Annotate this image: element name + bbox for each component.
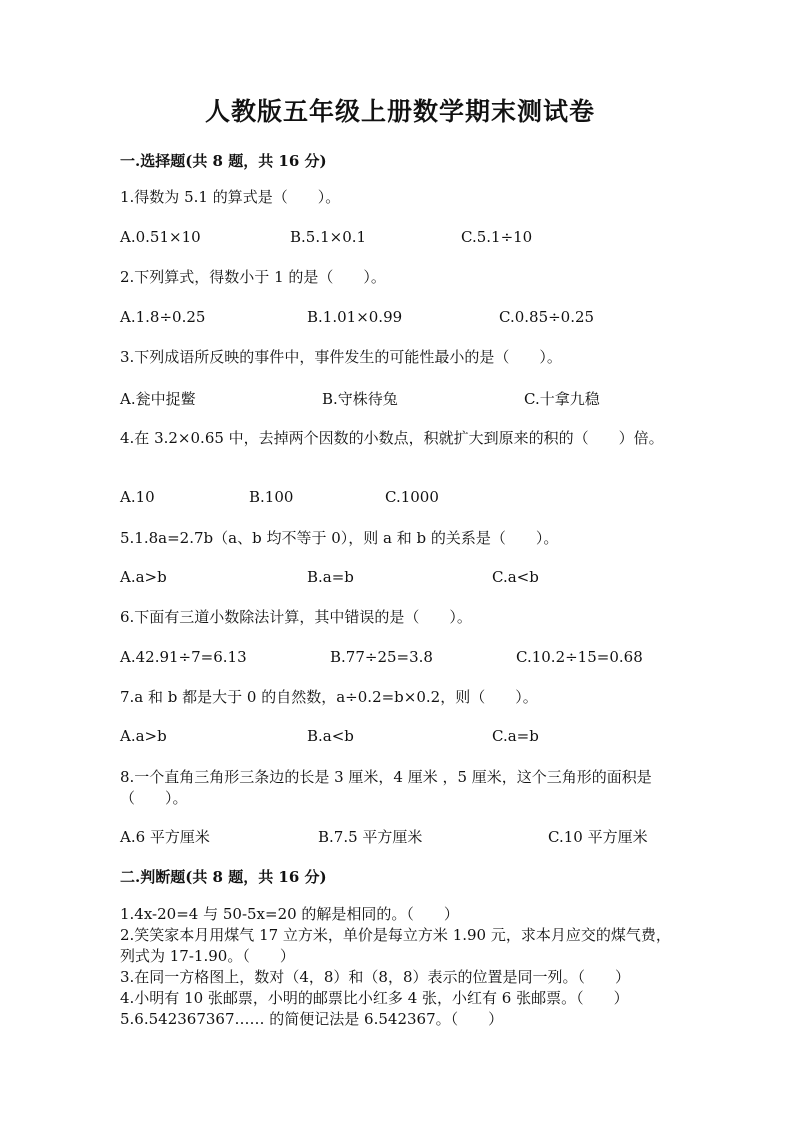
option-5a: A.a>b bbox=[120, 568, 167, 586]
option-1a: A.0.51×10 bbox=[120, 228, 201, 246]
option-5b: B.a=b bbox=[307, 568, 354, 586]
option-1c: C.5.1÷10 bbox=[461, 228, 533, 246]
question-7: 7.a 和 b 都是大于 0 的自然数，a÷0.2=b×0.2，则（ ）。 bbox=[120, 688, 538, 706]
option-2b: B.1.01×0.99 bbox=[307, 308, 403, 326]
judgement-item-5: 5.6.542367367…… 的简便记法是 6.542367。（ ） bbox=[120, 1010, 504, 1028]
section-heading-judgement: 二.判断题(共 8 题，共 16 分) bbox=[120, 868, 327, 886]
option-8b: B.7.5 平方厘米 bbox=[318, 828, 423, 846]
option-1b: B.5.1×0.1 bbox=[290, 228, 367, 246]
option-7c: C.a=b bbox=[492, 727, 539, 745]
option-4a: A.10 bbox=[120, 488, 155, 506]
option-4b: B.100 bbox=[249, 488, 294, 506]
option-3c: C.十拿九稳 bbox=[524, 390, 600, 408]
question-3: 3.下列成语所反映的事件中，事件发生的可能性最小的是（ ）。 bbox=[120, 348, 562, 366]
option-4c: C.1000 bbox=[385, 488, 439, 506]
question-4: 4.在 3.2×0.65 中，去掉两个因数的小数点，积就扩大到原来的积的（ ）倍。 bbox=[120, 429, 664, 447]
option-5c: C.a<b bbox=[492, 568, 539, 586]
option-3b: B.守株待兔 bbox=[322, 390, 398, 408]
question-2: 2.下列算式，得数小于 1 的是（ ）。 bbox=[120, 268, 386, 286]
option-8c: C.10 平方厘米 bbox=[548, 828, 648, 846]
page-title: 人教版五年级上册数学期末测试卷 bbox=[204, 97, 595, 126]
option-8a: A.6 平方厘米 bbox=[120, 828, 210, 846]
question-1: 1.得数为 5.1 的算式是（ ）。 bbox=[120, 188, 341, 206]
judgement-item-2: 2.笑笑家本月用煤气 17 立方米，单价是每立方米 1.90 元，求本月应交的煤气费，列式为 17-1.90。（ ） bbox=[120, 926, 671, 965]
option-7b: B.a<b bbox=[307, 727, 354, 745]
option-6c: C.10.2÷15=0.68 bbox=[516, 648, 643, 666]
question-8: 8.一个直角三角形三条边的长是 3 厘米，4 厘米 ，5 厘米，这个三角形的面积是（ ）。 bbox=[120, 768, 652, 807]
option-2c: C.0.85÷0.25 bbox=[499, 308, 595, 326]
option-3a: A.瓮中捉鳖 bbox=[120, 390, 196, 408]
judgement-item-1: 1.4x-20=4 与 50-5x=20 的解是相同的。（ ） bbox=[120, 905, 459, 923]
option-7a: A.a>b bbox=[120, 727, 167, 745]
judgement-item-3: 3.在同一方格图上，数对（4，8）和（8，8）表示的位置是同一列。（ ） bbox=[120, 968, 630, 986]
option-6a: A.42.91÷7=6.13 bbox=[120, 648, 247, 666]
question-6: 6.下面有三道小数除法计算，其中错误的是（ ）。 bbox=[120, 608, 472, 626]
option-6b: B.77÷25=3.8 bbox=[330, 648, 433, 666]
question-5: 5.1.8a=2.7b（a、b 均不等于 0），则 a 和 b 的关系是（ ）。 bbox=[120, 529, 559, 547]
judgement-item-4: 4.小明有 10 张邮票，小明的邮票比小红多 4 张，小红有 6 张邮票。（ ） bbox=[120, 989, 629, 1007]
section-heading-choice: 一.选择题(共 8 题，共 16 分) bbox=[120, 152, 327, 170]
option-2a: A.1.8÷0.25 bbox=[120, 308, 206, 326]
